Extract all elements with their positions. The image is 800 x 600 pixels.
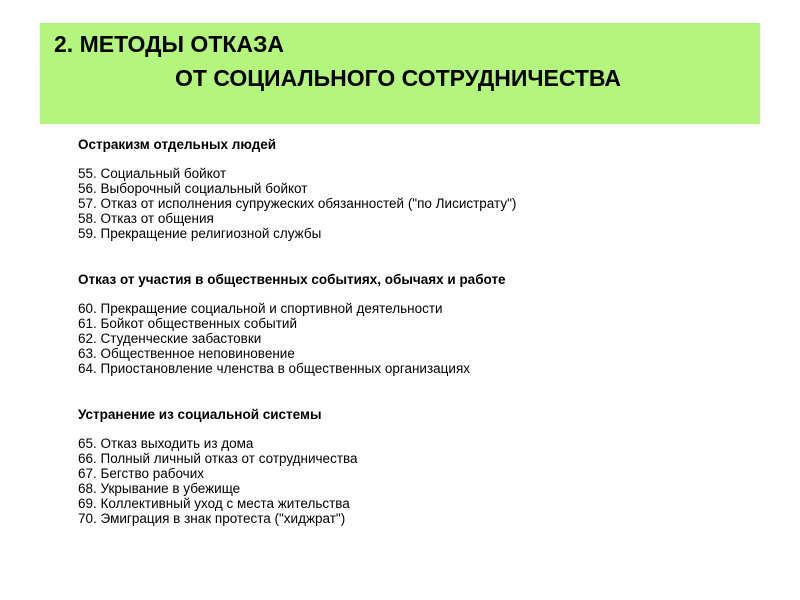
method-list — [78, 436, 768, 526]
list-item: 58. Отказ от общения — [78, 211, 214, 226]
list-item: 69. Коллективный уход с места жительства — [78, 496, 350, 511]
list-item: 68. Укрывание в убежище — [78, 481, 241, 496]
section-heading: Отказ от участия в общественных событиях, обычаях и работе — [78, 272, 506, 287]
list-item: 56. Выборочный социальный бойкот — [78, 181, 308, 196]
section-ostracism — [78, 136, 768, 241]
list-item: 57. Отказ от исполнения супружеских обязанностей ("по Лисистрату") — [78, 196, 517, 211]
list-item: 67. Бегство рабочих — [78, 466, 205, 481]
title-banner — [40, 23, 760, 124]
section-noncooperation-events — [78, 271, 768, 376]
section-heading: Устранение из социальной системы — [78, 407, 322, 422]
list-item: 61. Бойкот общественных событий — [78, 316, 298, 331]
method-list — [78, 166, 768, 241]
list-item: 55. Социальный бойкот — [78, 166, 227, 181]
list-item: 66. Полный личный отказ от сотрудничества — [78, 451, 358, 466]
list-item: 65. Отказ выходить из дома — [78, 436, 254, 451]
list-item: 64. Приостановление членства в общественных организациях — [78, 361, 471, 376]
list-item: 62. Студенческие забастовки — [78, 331, 262, 346]
section-heading: Остракизм отдельных людей — [78, 137, 277, 152]
page-title-line-1: 2. МЕТОДЫ ОТКАЗА — [54, 31, 285, 57]
content-body — [78, 136, 768, 526]
list-item: 63. Общественное неповиновение — [78, 346, 295, 361]
list-item: 59. Прекращение религиозной службы — [78, 226, 322, 241]
list-item: 60. Прекращение социальной и спортивной деятельности — [78, 301, 443, 316]
list-item: 70. Эмиграция в знак протеста ("хиджрат") — [78, 511, 346, 526]
page-title-line-2: ОТ СОЦИАЛЬНОГО СОТРУДНИЧЕСТВА — [175, 65, 622, 91]
method-list — [78, 301, 768, 376]
section-withdrawal — [78, 406, 768, 526]
